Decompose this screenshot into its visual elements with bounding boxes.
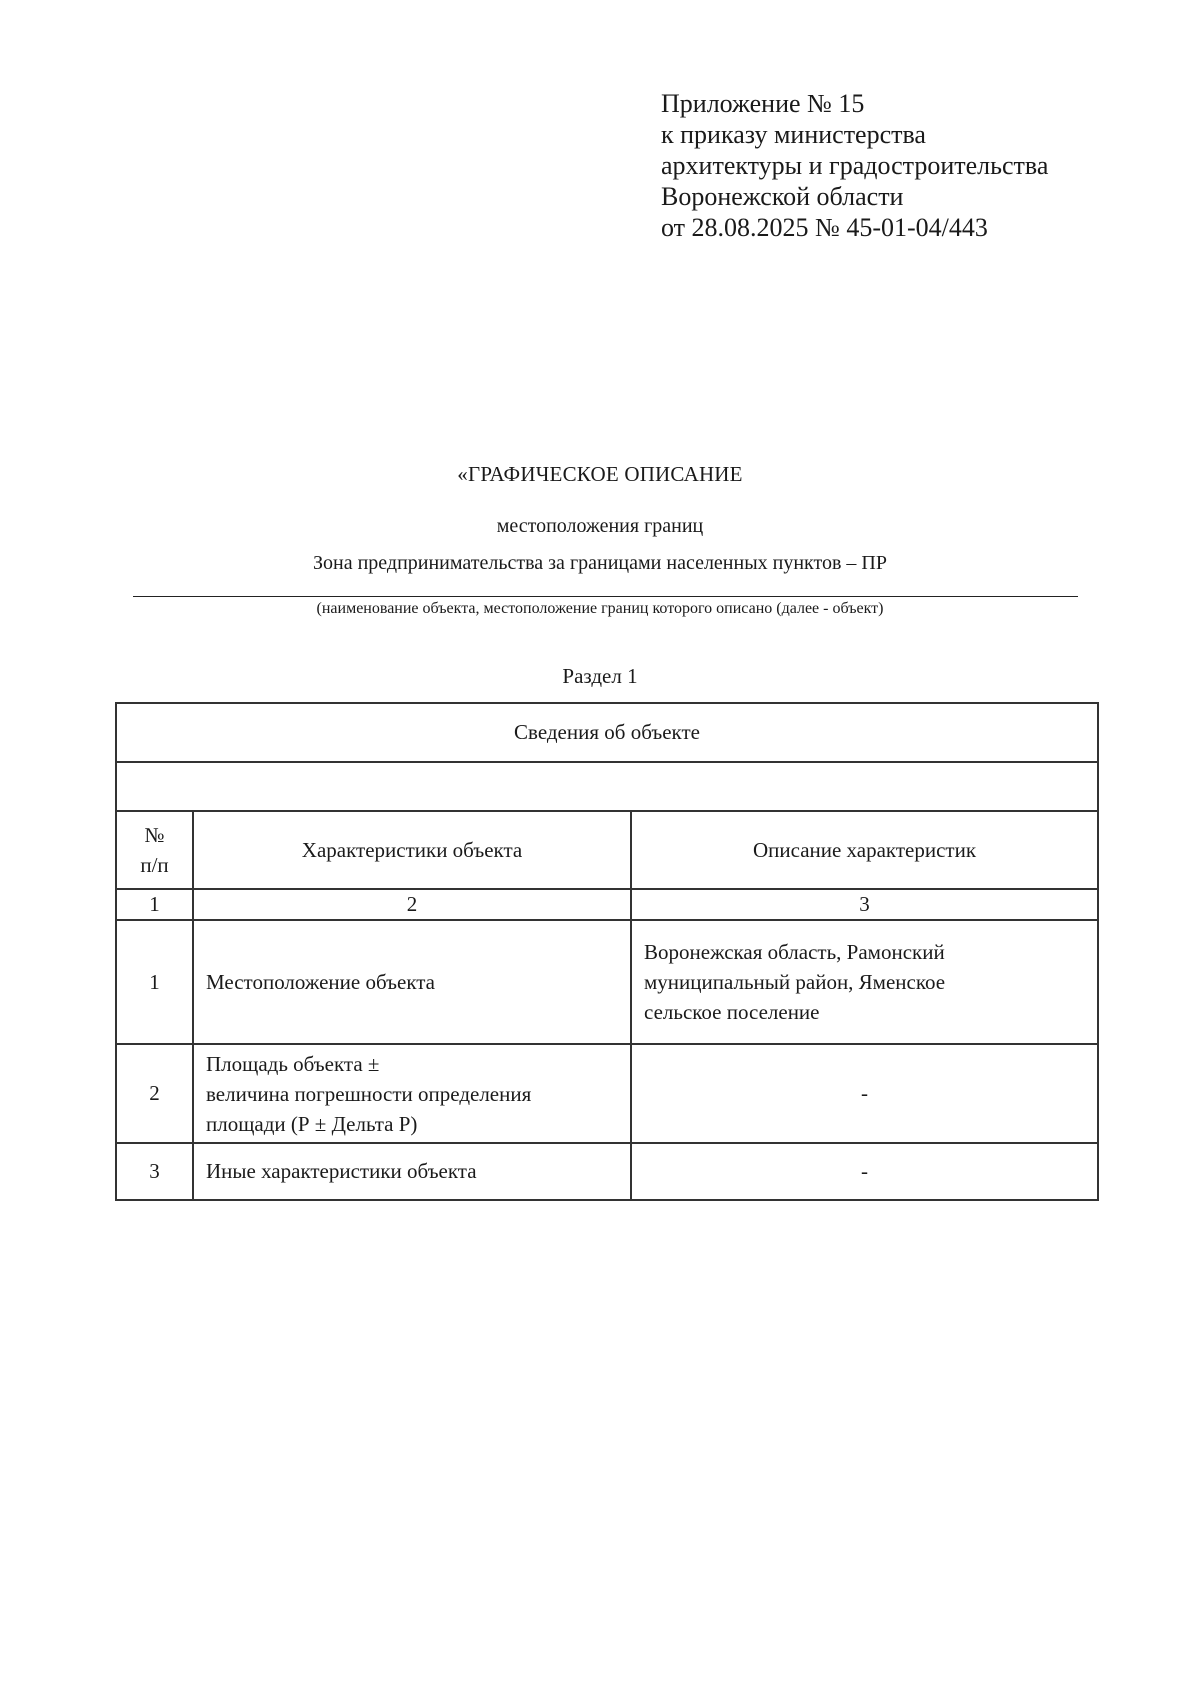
column-number: 3 (631, 889, 1098, 920)
document-title: «ГРАФИЧЕСКОЕ ОПИСАНИЕ (457, 462, 743, 486)
table-caption-row (116, 703, 1098, 762)
column-number: 2 (193, 889, 631, 920)
header-num-abbr: п/п (140, 853, 169, 877)
header-description: Описание характеристик (631, 811, 1098, 889)
column-number: 1 (116, 889, 193, 920)
header-num (116, 811, 193, 889)
appendix-line: Приложение № 15 (661, 89, 865, 118)
cell-line: Площадь объекта ± (206, 1051, 380, 1076)
table-empty-row (116, 762, 1098, 811)
row-characteristic: Иные характеристики объекта (193, 1143, 631, 1200)
cell-line: величина погрешности определения (206, 1081, 532, 1106)
appendix-line: от 28.08.2025 № 45-01-04/443 (661, 213, 988, 242)
table-empty-cell (116, 762, 1098, 811)
row-description (631, 920, 1098, 1044)
row-description: - (631, 1044, 1098, 1143)
column-number-row (116, 889, 1098, 920)
cell-line: Воронежская область, Рамонский (644, 940, 945, 964)
header-num-symbol: № (144, 823, 165, 847)
table-row (116, 920, 1098, 1044)
row-number: 1 (116, 920, 193, 1044)
row-description: - (631, 1143, 1098, 1200)
row-number: 3 (116, 1143, 193, 1200)
table-caption: Сведения об объекте (116, 703, 1098, 762)
appendix-line: архитектуры и градостроительства (661, 151, 1049, 180)
row-characteristic (193, 920, 631, 1044)
section-heading: Раздел 1 (562, 664, 638, 688)
object-name-note: (наименование объекта, местоположение границ которого описано (далее - объект) (316, 600, 884, 617)
table-row (116, 1044, 1098, 1143)
cell-line: муниципальный район, Яменское (644, 970, 946, 994)
document-subtitle-line2: Зона предпринимательства за границами населенных пунктов – ПР (312, 552, 887, 574)
table-row (116, 1143, 1098, 1200)
object-info-table (115, 702, 1099, 1201)
header-characteristic: Характеристики объекта (193, 811, 631, 889)
appendix-line: к приказу министерства (661, 120, 926, 149)
row-characteristic (193, 1044, 631, 1143)
underline-rule (133, 596, 1078, 597)
appendix-header (661, 88, 1048, 243)
table-header-row (116, 811, 1098, 889)
cell-line: сельское поселение (644, 1000, 820, 1024)
appendix-line: Воронежской области (661, 182, 904, 211)
cell-line: площади (Р ± Дельта Р) (206, 1111, 418, 1136)
row-number: 2 (116, 1044, 193, 1143)
document-subtitle-line1: местоположения границ (496, 515, 704, 537)
cell-line: Местоположение объекта (206, 970, 436, 994)
